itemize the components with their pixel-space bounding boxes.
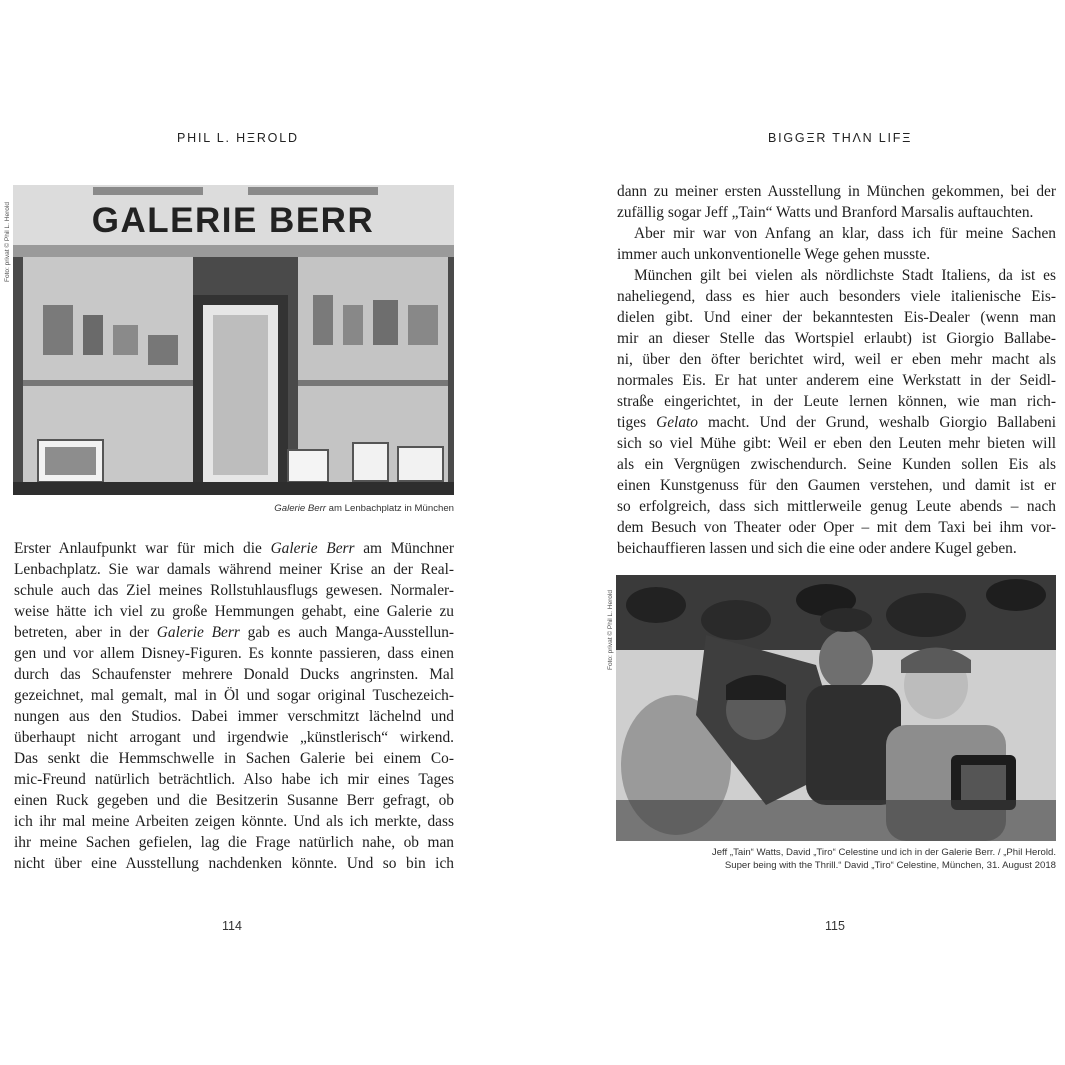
text-line: so erfolgreich, dass sich mittlerweile genug Leute abends – nach [617,498,1056,515]
text-line: dielen gibt. Und einer der bekanntesten Eis-Dealer (wenn man [617,309,1056,326]
gallery-storefront-illustration [13,185,454,495]
text-line: weise hätte ich viel zu große Hemmungen gehabt, eine Galerie zu [14,603,454,620]
text-line: naheliegend, dass es hier auch besonders viele italienische Eis- [617,288,1056,305]
text-line: Das senkt die Hemmschwelle in Sachen Galerie bei einem Co- [14,750,454,767]
text-line: nicht über eine Ausstellung nachdenken könnte. Und so bin ich [14,855,454,872]
gallery-storefront-photo [13,185,454,495]
gallery-sign: GALERIE BERR [91,201,375,240]
text-line: ich ihr mal meine Arbeiten zeigen könnte. Und als ich merkte, dass [14,813,454,830]
photo-credit: Foto: privat © Phil L. Herold [607,590,614,670]
text-line: München gilt bei vielen als nördlichste Stadt Italiens, da ist es [634,267,1056,284]
body-text [14,538,454,874]
text-line: gezeichnet, mal gemalt, mal in Öl und sogar original Tuschezeich- [14,687,454,704]
text-line: Aber mir war von Anfang an klar, dass ich für meine Sachen [634,225,1056,242]
photo-credit: Foto: privat © Phil L. Herold [4,202,11,282]
text-line: mir an dieser Stelle das Wortspiel erlaubt) ist Giorgio Ballabe- [617,330,1056,347]
text-line: dem Besuch von Theater oder Oper – mit dem Taxi bei ihm vor- [617,519,1056,536]
text-line: tiges Gelato macht. Und der Grund, weshalb Giorgio Ballabeni [617,414,1056,431]
left-page [0,0,532,1065]
text-line: überhaupt nicht arrogant und irgendwie „künstlerisch“ wirkend. [14,729,454,746]
text-line: straße eingerichtet, in der Leute lernen können, wie man rich- [617,393,1056,410]
text-line: dann zu meiner ersten Ausstellung in München gekommen, bei der [617,183,1056,200]
text-line: Lenbachplatz. Sie war damals während meiner Krise an der Real- [14,561,454,578]
running-head: BIGGΞR THΛN LIFΞ [768,131,913,145]
text-line: zufällig sogar Jeff „Tain“ Watts und Branford Marsalis auftauchten. [617,204,1034,221]
page-number: 115 [825,919,845,933]
text-line: einen Ruck gegeben und die Besitzerin Susanne Berr gefragt, ob [14,792,454,809]
text-line: durch das Schaufenster mehrere Donald Ducks angrinsten. Mal [14,666,454,683]
text-line: sich so viel Mühe gibt: Weil er eben den Leuten mehr bieten will [617,435,1056,452]
text-line: nungen aus den Studios. Dabei immer verschmitzt lächelnd und [14,708,454,725]
portrait-photo [616,575,1056,841]
text-line: betreten, aber in der Galerie Berr gab es auch Manga-Ausstellun- [14,624,455,641]
text-line: ihr meine Sachen gefielen, lag die Frage natürlich nahe, ob man [14,834,454,851]
body-text [617,181,1056,559]
photo-caption: Jeff „Tain“ Watts, David „Tiro“ Celestine und ich in der Galerie Berr. / „Phil Herold. Super being with the Thrill.“ David „Tiro“ Celestine, München, 31. August 2018 [711,847,1056,871]
right-page [533,0,1065,1065]
running-head: PHIL L. HΞROLD [177,131,299,145]
text-line: einen Kunstgenuss für den Gaumen verstehen, und damit ist er [617,477,1056,494]
photo-caption: Galerie Berr am Lenbachplatz in München [274,503,454,514]
text-line: mic-Freund natürlich beträchtlich. Also habe ich mir eines Tages [14,771,454,788]
text-line: Erster Anlaufpunkt war für mich die Galerie Berr am Münchner [14,540,454,557]
text-line: beichauffieren lassen und sich die eine oder andere Kugel geben. [617,540,1017,557]
text-line: als ein Vergnügen zwischendurch. Seine Kunden sollen Eis als [617,456,1056,473]
page-number: 114 [222,919,242,933]
text-line: normales Eis. Er hat unter anderem eine Werkstatt in der Seidl- [617,372,1056,389]
text-line: gen und vor allem Disney-Figuren. Es konnte passieren, dass einen [14,645,454,662]
portrait-illustration [616,575,1056,841]
text-line: immer auch unkonventionelle Wege gehen musste. [617,246,931,263]
text-line: schule auch das Ziel meines Rollstuhlausflugs gewesen. Normaler- [14,582,454,599]
text-line: ni, über den öfter berichtet wird, weil er eben mehr macht als [617,351,1056,368]
